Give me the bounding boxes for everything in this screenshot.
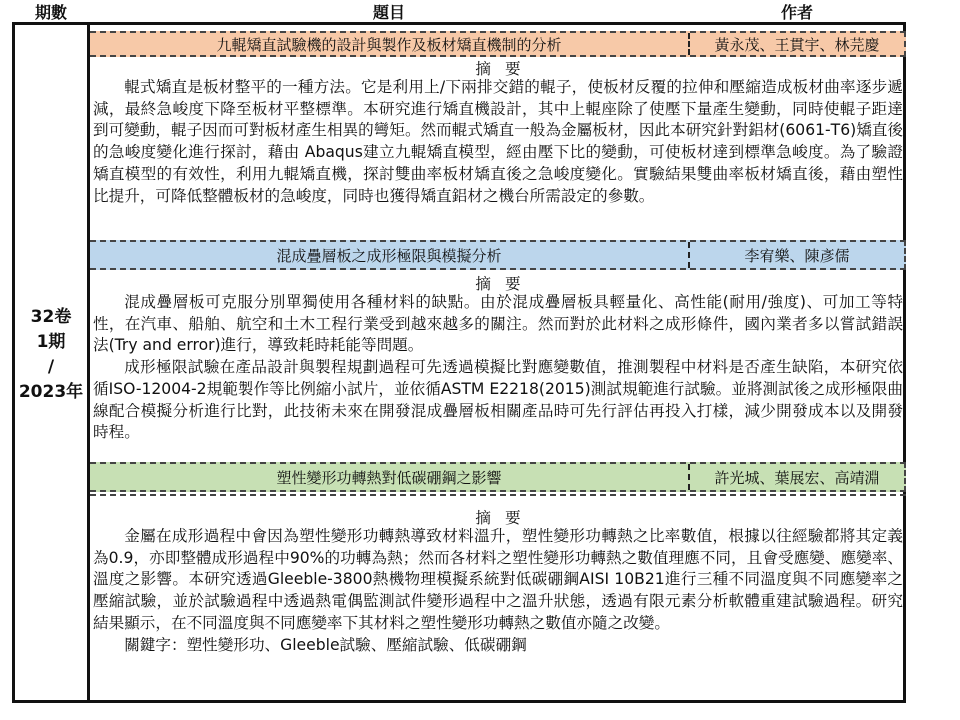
paper-1-title: 九輥矯直試驗機的設計與製作及板材矯直機制的分析 bbox=[90, 33, 690, 55]
title-column-header: 題目 bbox=[372, 2, 405, 22]
paper-3-title-row bbox=[90, 462, 906, 492]
volume-label bbox=[14, 305, 88, 405]
paper-3-title: 塑性變形功轉熱對低碳硼鋼之影響 bbox=[90, 464, 690, 490]
paper-1-abstract-paragraph: 輥式矯直是板材整平的一種方法。它是利用上/下兩排交錯的輥子，使板材反覆的拉伸和壓縮造成板材曲率逐步遞減，最終急峻度下降至板材平整標準。本研究進行矯直機設計，其中上輥座除了使壓下量產生變動，同時使輥子距達到可變動，輥子因而可對板材產生相異的彎矩。然而輥式矯直一般為金屬板材，因此本研究針對鋁材(6061-T6)矯直後的急峻度變化進行探討，藉由 Abaqus建立九輥矯直模型，經由壓下比的變動，可使板材達到標準急峻度。為了驗證矯直模型的有效性，利用九輥矯直機，探討雙曲率板材矯直後之急峻度變化。實驗結果雙曲率板材矯直後，藉由塑性比提升，可降低整體板材的急峻度，同時也獲得矯直鋁材之機台所需設定的參數。 bbox=[93, 78, 903, 205]
issue-number: 1期 bbox=[36, 332, 66, 352]
volume-year: 2023年 bbox=[18, 382, 84, 402]
paper-2-abstract bbox=[93, 276, 903, 444]
paper-3-divider bbox=[90, 494, 906, 496]
paper-2-abstract-heading: 摘要 bbox=[475, 275, 535, 293]
volume-number: 32卷 bbox=[30, 307, 72, 327]
paper-2-abstract-paragraph: 成形極限試驗在產品設計與製程規劃過程可先透過模擬比對應變數值，推測製程中材料是否產生缺陷，本研究依循ISO-12004-2規範製作等比例縮小試片，並依循ASTM E2218(2015)測試規範進行試驗。並將測試後之成形極限曲線配合模擬分析進行比對，此技術未來在開發混成疊層板相關產品時可先行評估再投入打樣，減少開發成本以及開發時程。 bbox=[93, 358, 903, 442]
paper-3-abstract-heading: 摘要 bbox=[475, 509, 535, 527]
paper-1-title-row bbox=[90, 31, 906, 57]
paper-2-title: 混成疊層板之成形極限與模擬分析 bbox=[90, 242, 690, 268]
paper-3-authors: 許光城、葉展宏、高靖淵 bbox=[714, 468, 880, 487]
paper-3-abstract-paragraph: 金屬在成形過程中會因為塑性變形功轉熱導致材料溫升，塑性變形功轉熱之比率數值，根據以往經驗都將其定義為0.9，亦即整體成形過程中90%的功轉為熱；然而各材料之塑性變形功轉熱之數值理應不同，且會受應變、應變率、溫度之影響。本研究透過Gleeble-3800熱機物理模擬系統對低碳硼鋼AISI 10B21進行三種不同溫度與不同應變率之壓縮試驗，並於試驗過程中透過熱電偶監測試件變形過程中之溫升狀態，透過有限元素分析軟體重建試驗過程。研究結果顯示，在不同溫度與不同應變率下其材料之塑性變形功轉熱之數值亦隨之改變。 bbox=[93, 527, 903, 632]
issue-column-header: 期數 bbox=[34, 2, 67, 22]
paper-1-authors: 黃永茂、王貫宇、林芫慶 bbox=[714, 35, 880, 54]
paper-1-abstract bbox=[93, 61, 903, 207]
author-column-header: 作者 bbox=[780, 2, 813, 22]
paper-2-authors: 李宥樂、陳彥儒 bbox=[744, 246, 850, 265]
paper-3-keywords: 關鍵字：塑性變形功、Gleeble試驗、壓縮試驗、低碳硼鋼 bbox=[124, 635, 527, 654]
paper-2-abstract-paragraph: 混成疊層板可克服分別單獨使用各種材料的缺點。由於混成疊層板具輕量化、高性能(耐用/強度)、可加工等特性，在汽車、船舶、航空和土木工程行業受到越來越多的關注。然而對於此材料之成形條件，國內業者多以嘗試錯誤法(Try and error)進行，導致耗時耗能等問題。 bbox=[93, 293, 903, 355]
volume-slash: / bbox=[47, 357, 55, 377]
paper-3-abstract bbox=[93, 510, 903, 656]
paper-2-title-row bbox=[90, 240, 906, 270]
paper-1-abstract-heading: 摘要 bbox=[475, 60, 535, 78]
